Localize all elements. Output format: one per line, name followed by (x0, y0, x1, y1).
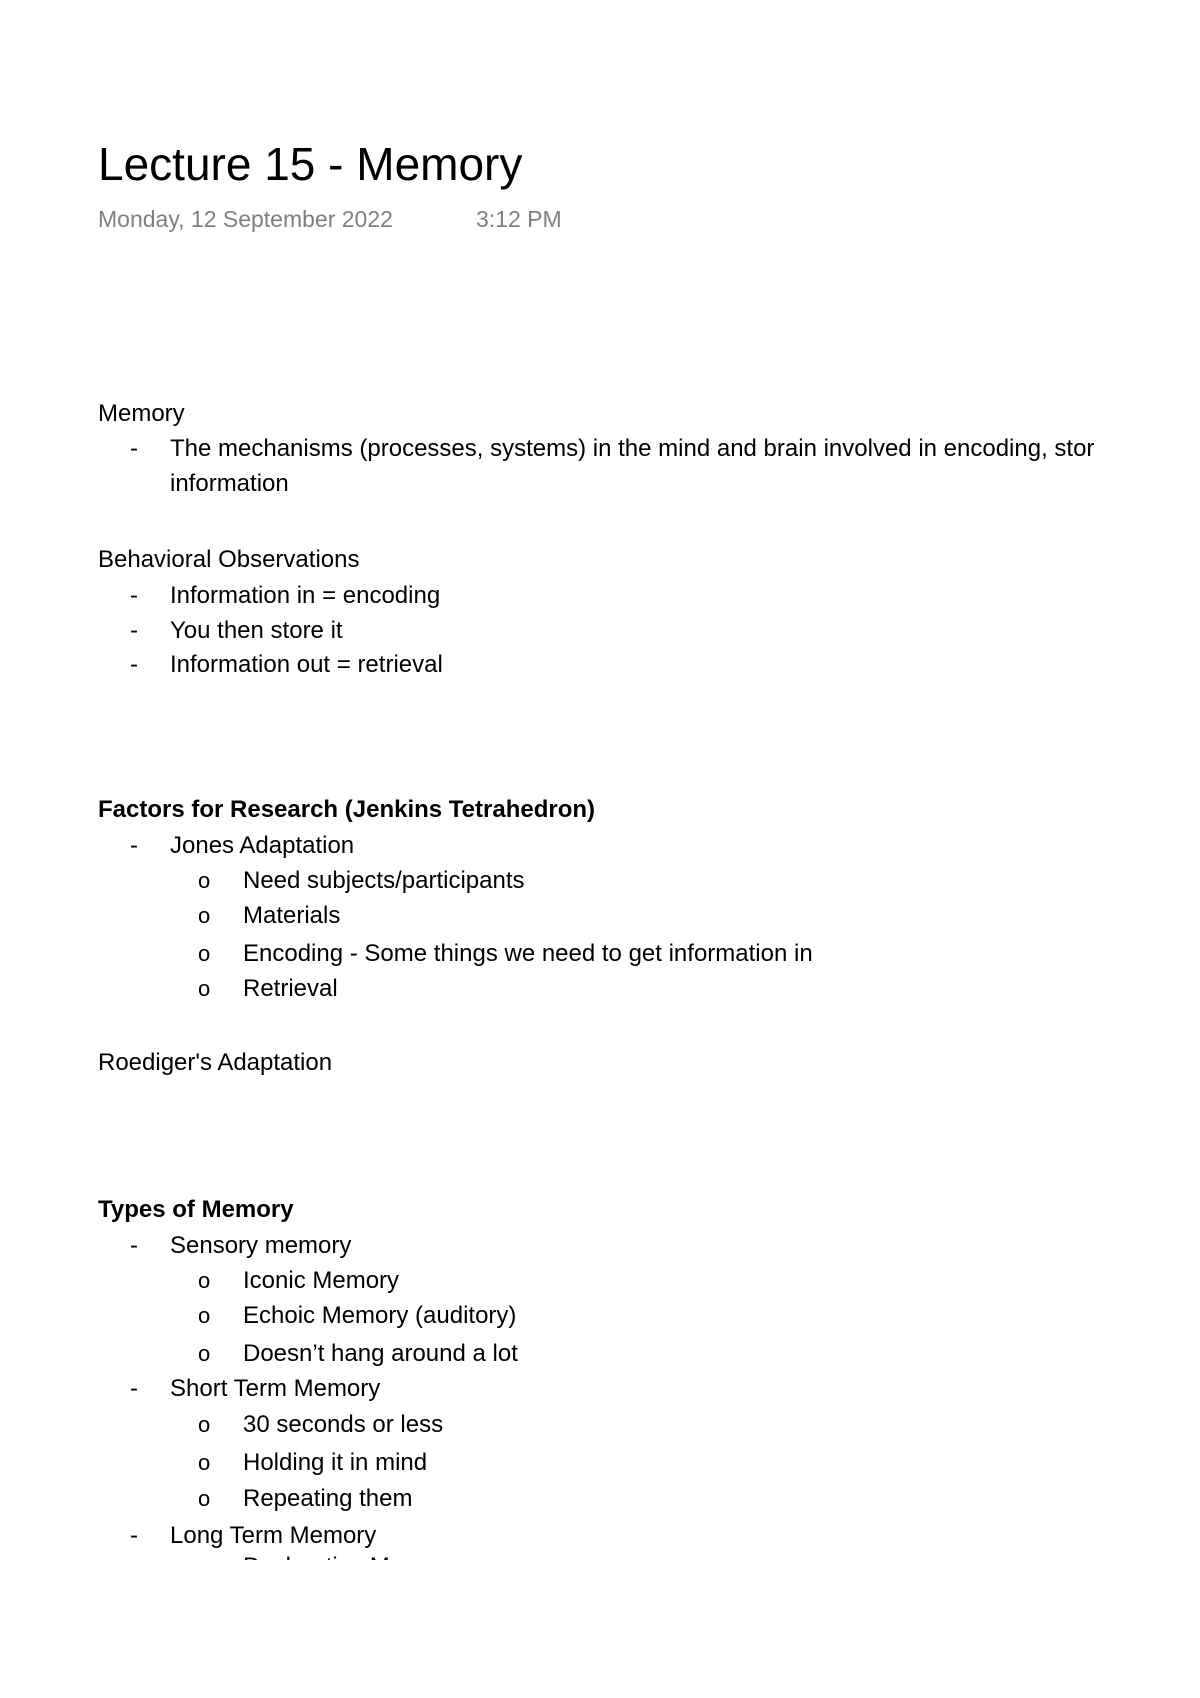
page-date: Monday, 12 September 2022 (98, 206, 393, 232)
sub-list-item: 30 seconds or less (243, 1411, 444, 1438)
sub-list-item: Encoding - Some things we need to get information in (243, 940, 813, 967)
sub-list-item: Materials (243, 902, 341, 929)
list-item: Information in = encoding (170, 582, 441, 609)
section-heading-roediger: Roediger's Adaptation (98, 1049, 333, 1076)
page-meta (98, 203, 562, 235)
list-item: You then store it (170, 617, 343, 644)
section-heading-memory: Memory (98, 400, 185, 427)
circle-bullet: o (198, 1450, 211, 1475)
circle-bullet: o (198, 1412, 211, 1437)
circle-bullet: o (198, 976, 211, 1001)
memory-definition-line-1: The mechanisms (processes, systems) in the mind and brain involved in encoding, stor (170, 435, 1095, 462)
list-item: Sensory memory (170, 1232, 352, 1259)
page-title: Lecture 15 - Memory (98, 138, 523, 190)
sub-list-item: Retrieval (243, 975, 338, 1002)
circle-bullet: o (198, 941, 211, 966)
sub-list-item: Need subjects/participants (243, 867, 525, 894)
circle-bullet: o (198, 868, 211, 893)
sub-list-item: Iconic Memory (243, 1267, 400, 1294)
dash-bullet: - (130, 832, 138, 859)
circle-bullet: o (198, 1303, 211, 1328)
section-heading-types: Types of Memory (98, 1196, 294, 1223)
sub-list-item: Echoic Memory (auditory) (243, 1302, 517, 1329)
circle-bullet: o (198, 1268, 211, 1293)
list-item: Long Term Memory (170, 1522, 377, 1549)
sub-list-item: Repeating them (243, 1485, 413, 1512)
page-bottom-margin (0, 1560, 1200, 1698)
circle-bullet: o (198, 903, 211, 928)
circle-bullet: o (198, 1486, 211, 1511)
dash-bullet: - (130, 1522, 138, 1549)
dash-bullet: - (130, 1375, 138, 1402)
list-item: Information out = retrieval (170, 651, 443, 678)
page-time: 3:12 PM (476, 206, 562, 232)
dash-bullet: - (130, 582, 138, 609)
dash-bullet: - (130, 435, 138, 462)
sub-list-item: Holding it in mind (243, 1449, 428, 1476)
section-heading-behavioral: Behavioral Observations (98, 546, 360, 573)
circle-bullet: o (198, 1341, 211, 1366)
list-item: Jones Adaptation (170, 832, 355, 859)
section-heading-factors: Factors for Research (Jenkins Tetrahedron) (98, 796, 596, 823)
sub-list-item: Doesn’t hang around a lot (243, 1340, 518, 1367)
list-item: Short Term Memory (170, 1375, 381, 1402)
dash-bullet: - (130, 617, 138, 644)
dash-bullet: - (130, 1232, 138, 1259)
dash-bullet: - (130, 651, 138, 678)
memory-definition-line-2: information (170, 470, 289, 497)
